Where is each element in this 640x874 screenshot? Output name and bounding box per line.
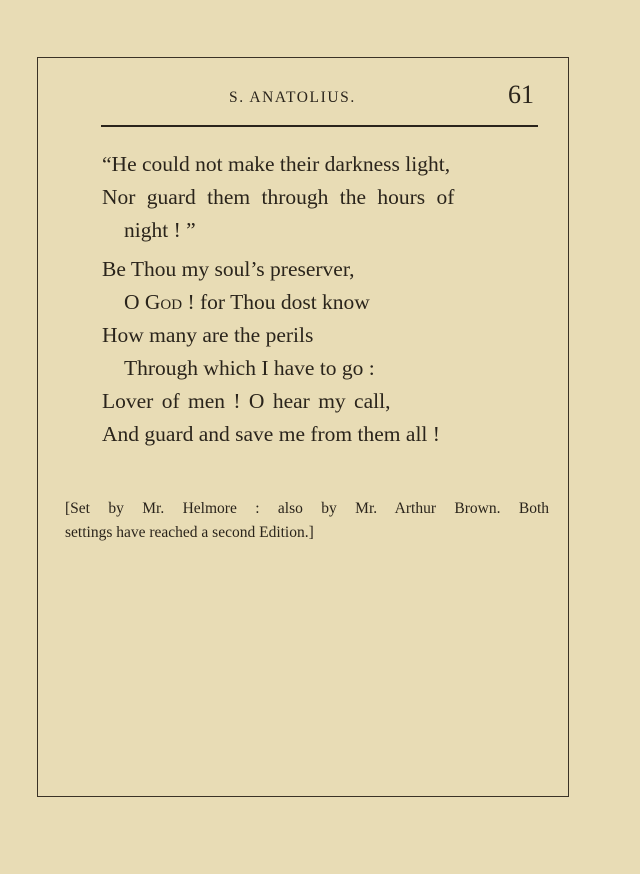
poem-line: Through which I have to go : [124, 356, 375, 380]
poem-text: O [124, 290, 145, 314]
poem-line: Lover of men ! O hear my call, [102, 389, 391, 413]
poem-line: “He could not make their darkness light, [102, 152, 451, 176]
poem-line: And guard and save me from them all ! [102, 422, 440, 446]
running-head: S. ANATOLIUS. [229, 89, 356, 106]
poem-line [102, 286, 454, 319]
poem-line: Be Thou my soul’s preserver, [102, 257, 355, 281]
header-rule [101, 125, 538, 127]
poem-text: ! for Thou dost know [182, 290, 370, 314]
editorial-note [65, 497, 549, 545]
note-line: settings have reached a second Edition.] [65, 524, 314, 541]
poem-line: How many are the perils [102, 323, 314, 347]
page-number: 61 [508, 80, 534, 109]
poem-small-caps: God [144, 290, 183, 314]
poem [102, 148, 454, 451]
poem-line: Nor guard them through the hours of [102, 185, 455, 209]
poem-line: night ! ” [124, 218, 196, 242]
note-line: [Set by Mr. Helmore : also by Mr. Arthur Brown. Both [65, 500, 549, 517]
